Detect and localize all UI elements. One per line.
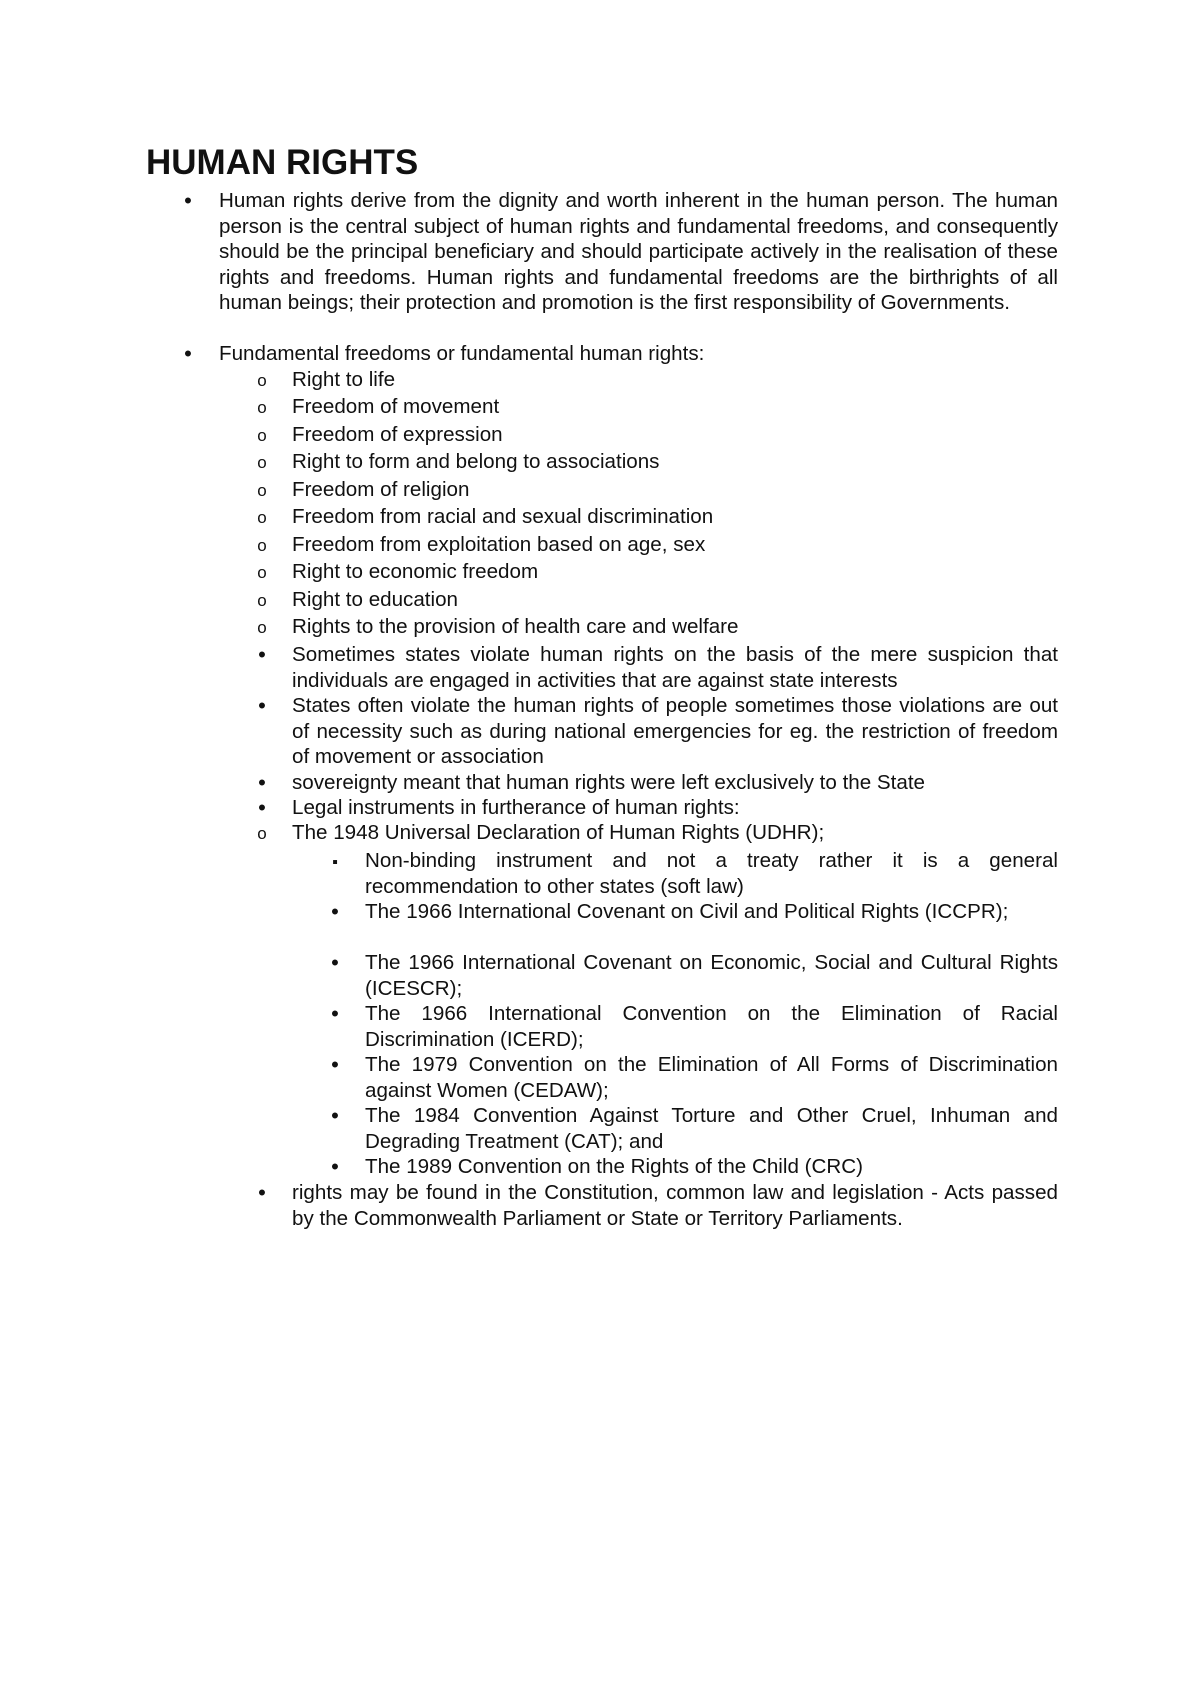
bullet-icon — [325, 950, 345, 977]
list-item-text: States often violate the human rights of people sometimes those violations are out of necessity such as during national emergencies for eg. the restriction of freedom of movement or association — [292, 694, 1058, 768]
list-item-text: Human rights derive from the dignity and worth inherent in the human person. The human person is the central subject of human rights and fundamental freedoms, and consequently should be the principal beneficiary and should participate actively in the realisation of these rights and freedoms. Human rights and fundamental freedoms are the birthrights of all human beings; their protection and promotion is the first responsibility of Governments. — [219, 189, 1058, 314]
bullet-icon — [325, 1001, 345, 1028]
bullet-icon — [178, 341, 198, 368]
list-item-text: rights may be found in the Constitution, common law and legislation - Acts passed by the Commonwealth Parliament or State or Territory Parliaments. — [292, 1181, 1058, 1230]
list-item-text: The 1989 Convention on the Rights of the Child (CRC) — [365, 1155, 863, 1178]
circle-bullet-icon — [252, 394, 272, 421]
list-item-text: The 1966 International Covenant on Civil and Political Rights (ICCPR); — [365, 900, 1009, 923]
list-item-text: Right to economic freedom — [292, 560, 539, 583]
bullet-icon — [325, 1052, 345, 1079]
bullet-icon — [252, 1180, 272, 1207]
list-item-text: Freedom of expression — [292, 423, 503, 446]
circle-bullet-icon — [252, 504, 272, 531]
bullet-icon — [325, 1154, 345, 1181]
list-item-text: Fundamental freedoms or fundamental human rights: — [219, 342, 705, 365]
list-item-text: Sometimes states violate human rights on the basis of the mere suspicion that individuals are engaged in activities that are against state interests — [292, 643, 1058, 692]
bullet-icon — [325, 1103, 345, 1130]
list-item-text: Right to form and belong to associations — [292, 450, 660, 473]
bullet-icon — [252, 642, 272, 669]
bullet-icon — [252, 770, 272, 797]
list-item-text: The 1979 Convention on the Elimination of All Forms of Discrimination against Women (CEDAW); — [365, 1053, 1058, 1102]
list-item-text: Right to education — [292, 588, 459, 611]
circle-bullet-icon — [252, 449, 272, 476]
circle-bullet-icon — [252, 477, 272, 504]
list-item-text: Freedom of religion — [292, 478, 470, 501]
list-item-text: Freedom of movement — [292, 395, 500, 418]
circle-bullet-icon — [252, 614, 272, 641]
page-title: HUMAN RIGHTS — [146, 143, 419, 182]
list-item-text: The 1984 Convention Against Torture and Other Cruel, Inhuman and Degrading Treatment (CAT); and — [365, 1104, 1058, 1153]
circle-bullet-icon — [252, 422, 272, 449]
list-item-text: The 1948 Universal Declaration of Human Rights (UDHR); — [292, 821, 825, 844]
bullet-icon — [252, 693, 272, 720]
bullet-icon — [252, 795, 272, 822]
list-item-text: Freedom from exploitation based on age, sex — [292, 533, 706, 556]
circle-bullet-icon — [252, 559, 272, 586]
list-item-text: Non-binding instrument and not a treaty rather it is a general recommendation to other states (soft law) — [365, 849, 1058, 898]
circle-bullet-icon — [252, 532, 272, 559]
square-bullet-icon — [325, 848, 345, 876]
list-item-text: The 1966 International Covenant on Economic, Social and Cultural Rights (ICESCR); — [365, 951, 1058, 1000]
list-item-text: Right to life — [292, 368, 396, 391]
list-item-text: sovereignty meant that human rights were left exclusively to the State — [292, 771, 926, 794]
list-item-text: The 1966 International Convention on the Elimination of Racial Discrimination (ICERD); — [365, 1002, 1058, 1051]
list-item-text: Rights to the provision of health care and welfare — [292, 615, 739, 638]
circle-bullet-icon — [252, 587, 272, 614]
circle-bullet-icon — [252, 820, 272, 847]
list-item-text: Freedom from racial and sexual discrimination — [292, 505, 714, 528]
bullet-icon — [178, 188, 198, 215]
bullet-icon — [325, 899, 345, 926]
list-item-text: Legal instruments in furtherance of human rights: — [292, 796, 740, 819]
circle-bullet-icon — [252, 367, 272, 394]
